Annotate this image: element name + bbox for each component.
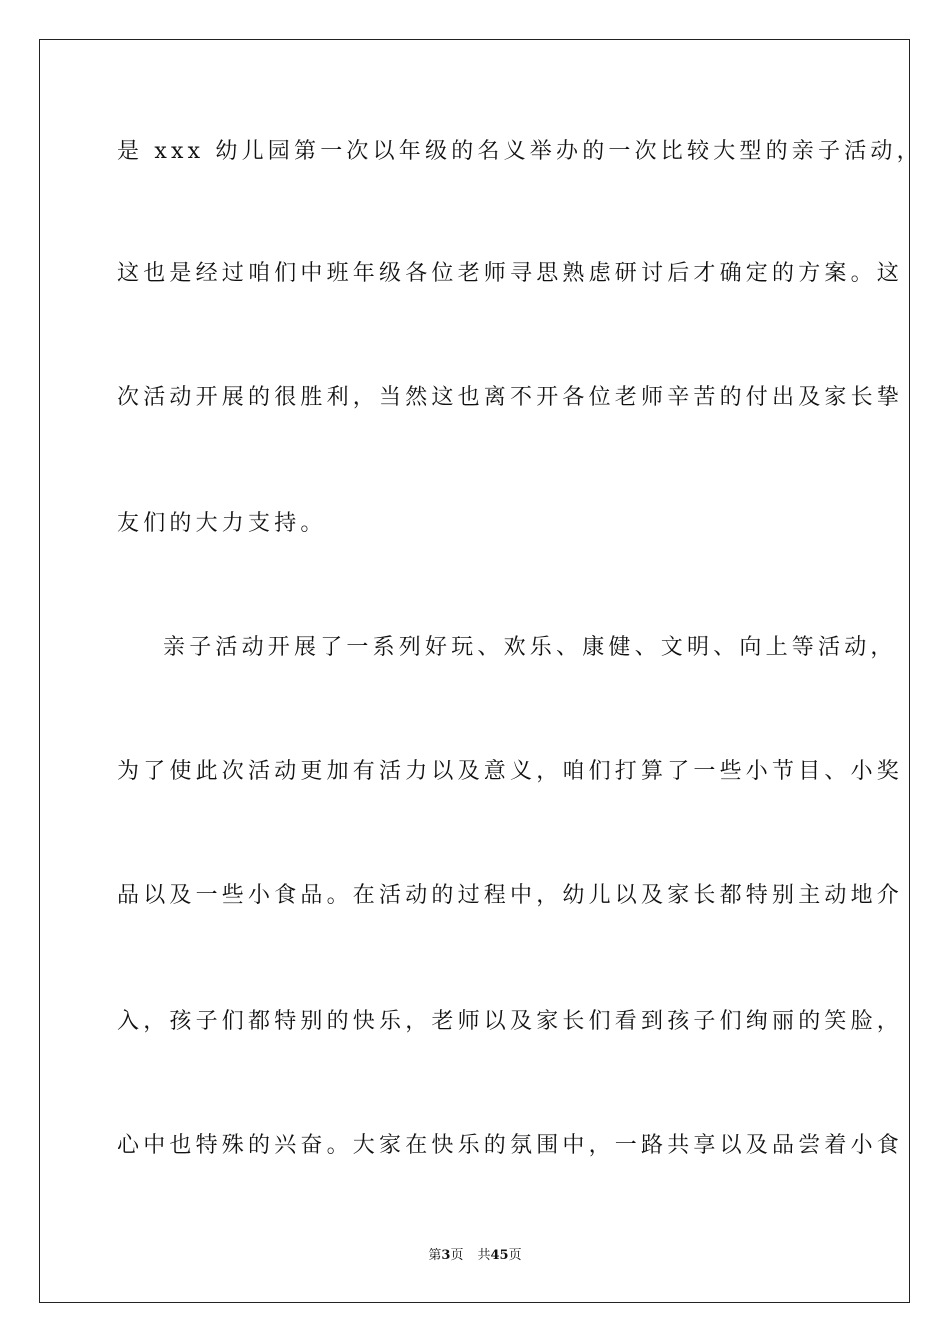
- page-footer: [0, 1248, 950, 1264]
- page-border: [39, 39, 923, 1303]
- body-line-9: 心中也特殊的兴奋。大家在快乐的氛围中，一路共享以及品尝着小食: [117, 1133, 904, 1158]
- body-line-4: 友们的大力支持。: [117, 511, 327, 536]
- footer-total-suffix: 页: [508, 1248, 522, 1263]
- footer-page-suffix: 页: [450, 1248, 464, 1263]
- footer-total-pages: 45: [490, 1248, 509, 1263]
- footer-page-number: 3: [441, 1248, 451, 1263]
- body-line-6: 为了使此次活动更加有活力以及意义，咱们打算了一些小节目、小奖: [117, 759, 904, 784]
- body-line-1: 是 xxx 幼儿园第一次以年级的名义举办的一次比较大型的亲子活动，: [117, 139, 923, 164]
- body-line-2: 这也是经过咱们中班年级各位老师寻思熟虑研讨后才确定的方案。这: [117, 261, 904, 286]
- body-line-7: 品以及一些小食品。在活动的过程中，幼儿以及家长都特别主动地介: [117, 883, 904, 908]
- footer-total-prefix: 共: [477, 1248, 491, 1263]
- body-line-5-paragraph-start: 亲子活动开展了一系列好玩、欢乐、康健、文明、向上等活动，: [163, 635, 897, 660]
- body-line-3: 次活动开展的很胜利，当然这也离不开各位老师辛苦的付出及家长挚: [117, 385, 904, 410]
- body-line-8: 入，孩子们都特别的快乐，老师以及家长们看到孩子们绚丽的笑脸，: [117, 1009, 904, 1034]
- footer-page-prefix: 第: [428, 1248, 442, 1263]
